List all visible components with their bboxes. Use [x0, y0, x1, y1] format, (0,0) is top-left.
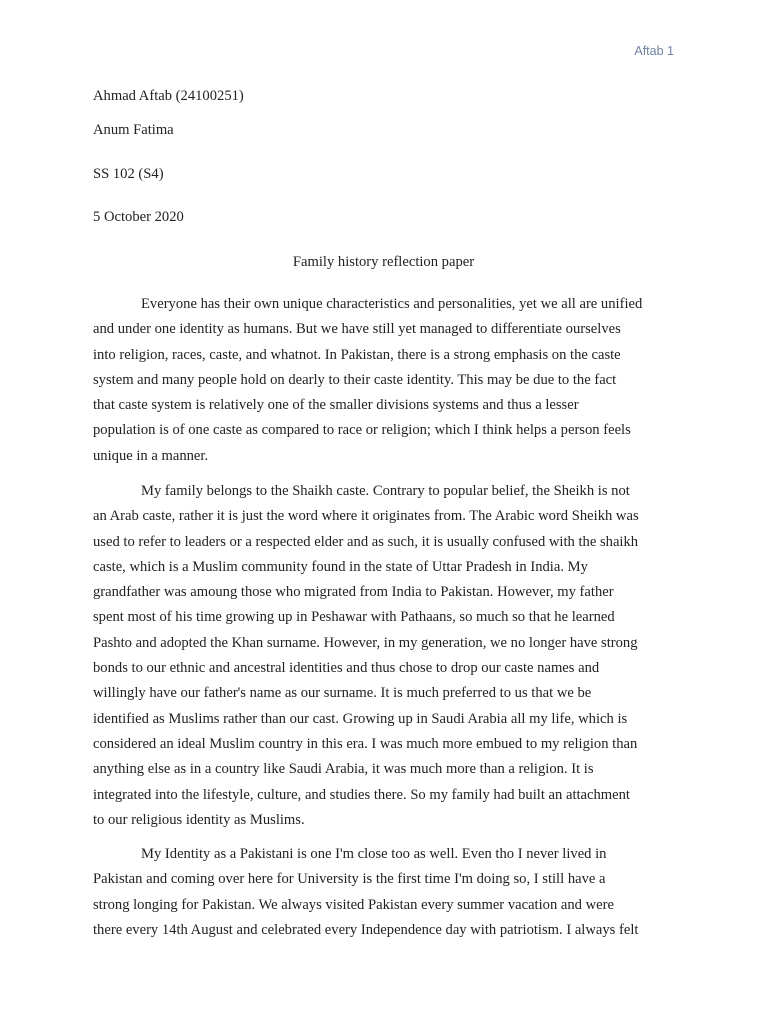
course-line: SS 102 (S4) [93, 166, 164, 182]
paragraph-line: into religion, races, caste, and whatnot. In Pakistan, there is a strong emphasis on the caste [93, 346, 621, 363]
paragraph-line: and under one identity as humans. But we have still yet managed to differentiate ourselves [93, 321, 621, 338]
date-line: 5 October 2020 [93, 209, 184, 225]
paragraph-line: Everyone has their own unique characteristics and personalities, yet we all are unified [141, 296, 643, 312]
paper-title: Family history reflection paper [292, 254, 475, 270]
paragraph-line: population is of one caste as compared to race or religion; which I think helps a person feels [93, 422, 631, 439]
paragraph-line: that caste system is relatively one of the smaller divisions systems and thus a lesser [93, 397, 579, 414]
paragraph-line: system and many people hold on dearly to their caste identity. This may be due to the fact [93, 371, 617, 388]
paragraph-line: considered an ideal Muslim country in this era. I was much more embued to my religion than [93, 735, 638, 752]
instructor-line: Anum Fatima [93, 122, 174, 138]
paragraph-line: grandfather was amoung those who migrated from India to Pakistan. However, my father [93, 584, 614, 601]
author-line: Ahmad Aftab (24100251) [93, 88, 244, 104]
paragraph-line: there every 14th August and celebrated every Independence day with patriotism. I always felt [93, 921, 639, 938]
paragraph-line: identified as Muslims rather than our cast. Growing up in Saudi Arabia all my life, which is [93, 710, 628, 727]
paragraph-line: caste, which is a Muslim community found in the state of Uttar Pradesh in India. My [93, 558, 588, 575]
paragraph-line: willingly have our father's name as our surname. It is much preferred to us that we be [93, 685, 592, 702]
paragraph-2 [93, 479, 683, 833]
paragraph-3 [93, 842, 683, 943]
paragraph-line: Pakistan and coming over here for University is the first time I'm doing so, I still have a [93, 871, 606, 888]
paragraph-line: unique in a manner. [93, 447, 209, 464]
paragraph-line: strong longing for Pakistan. We always visited Pakistan every summer vacation and were [93, 896, 614, 913]
paragraph-1 [93, 292, 683, 469]
paragraph-line: Pashto and adopted the Khan surname. However, in my generation, we no longer have strong [93, 634, 638, 651]
paragraph-line: anything else as in a country like Saudi Arabia, it was much more than a religion. It is [93, 761, 594, 778]
paragraph-line: an Arab caste, rather it is just the word where it originates from. The Arabic word Sheikh was [93, 508, 639, 525]
paragraph-line: to our religious identity as Muslims. [93, 811, 305, 828]
paragraph-line: My family belongs to the Shaikh caste. Contrary to popular belief, the Sheikh is not [141, 483, 630, 499]
running-head: Aftab 1 [634, 44, 674, 58]
paragraph-line: spent most of his time growing up in Peshawar with Pathaans, so much so that he learned [93, 609, 615, 626]
paragraph-line: integrated into the lifestyle, culture, and studies there. So my family had built an attachment [93, 786, 630, 803]
paragraph-line: used to refer to leaders or a respected elder and as such, it is usually confused with the shaikh [93, 533, 639, 550]
paragraph-line: My Identity as a Pakistani is one I'm close too as well. Even tho I never lived in [141, 846, 607, 862]
paragraph-line: bonds to our ethnic and ancestral identities and thus chose to drop our caste names and [93, 660, 600, 677]
